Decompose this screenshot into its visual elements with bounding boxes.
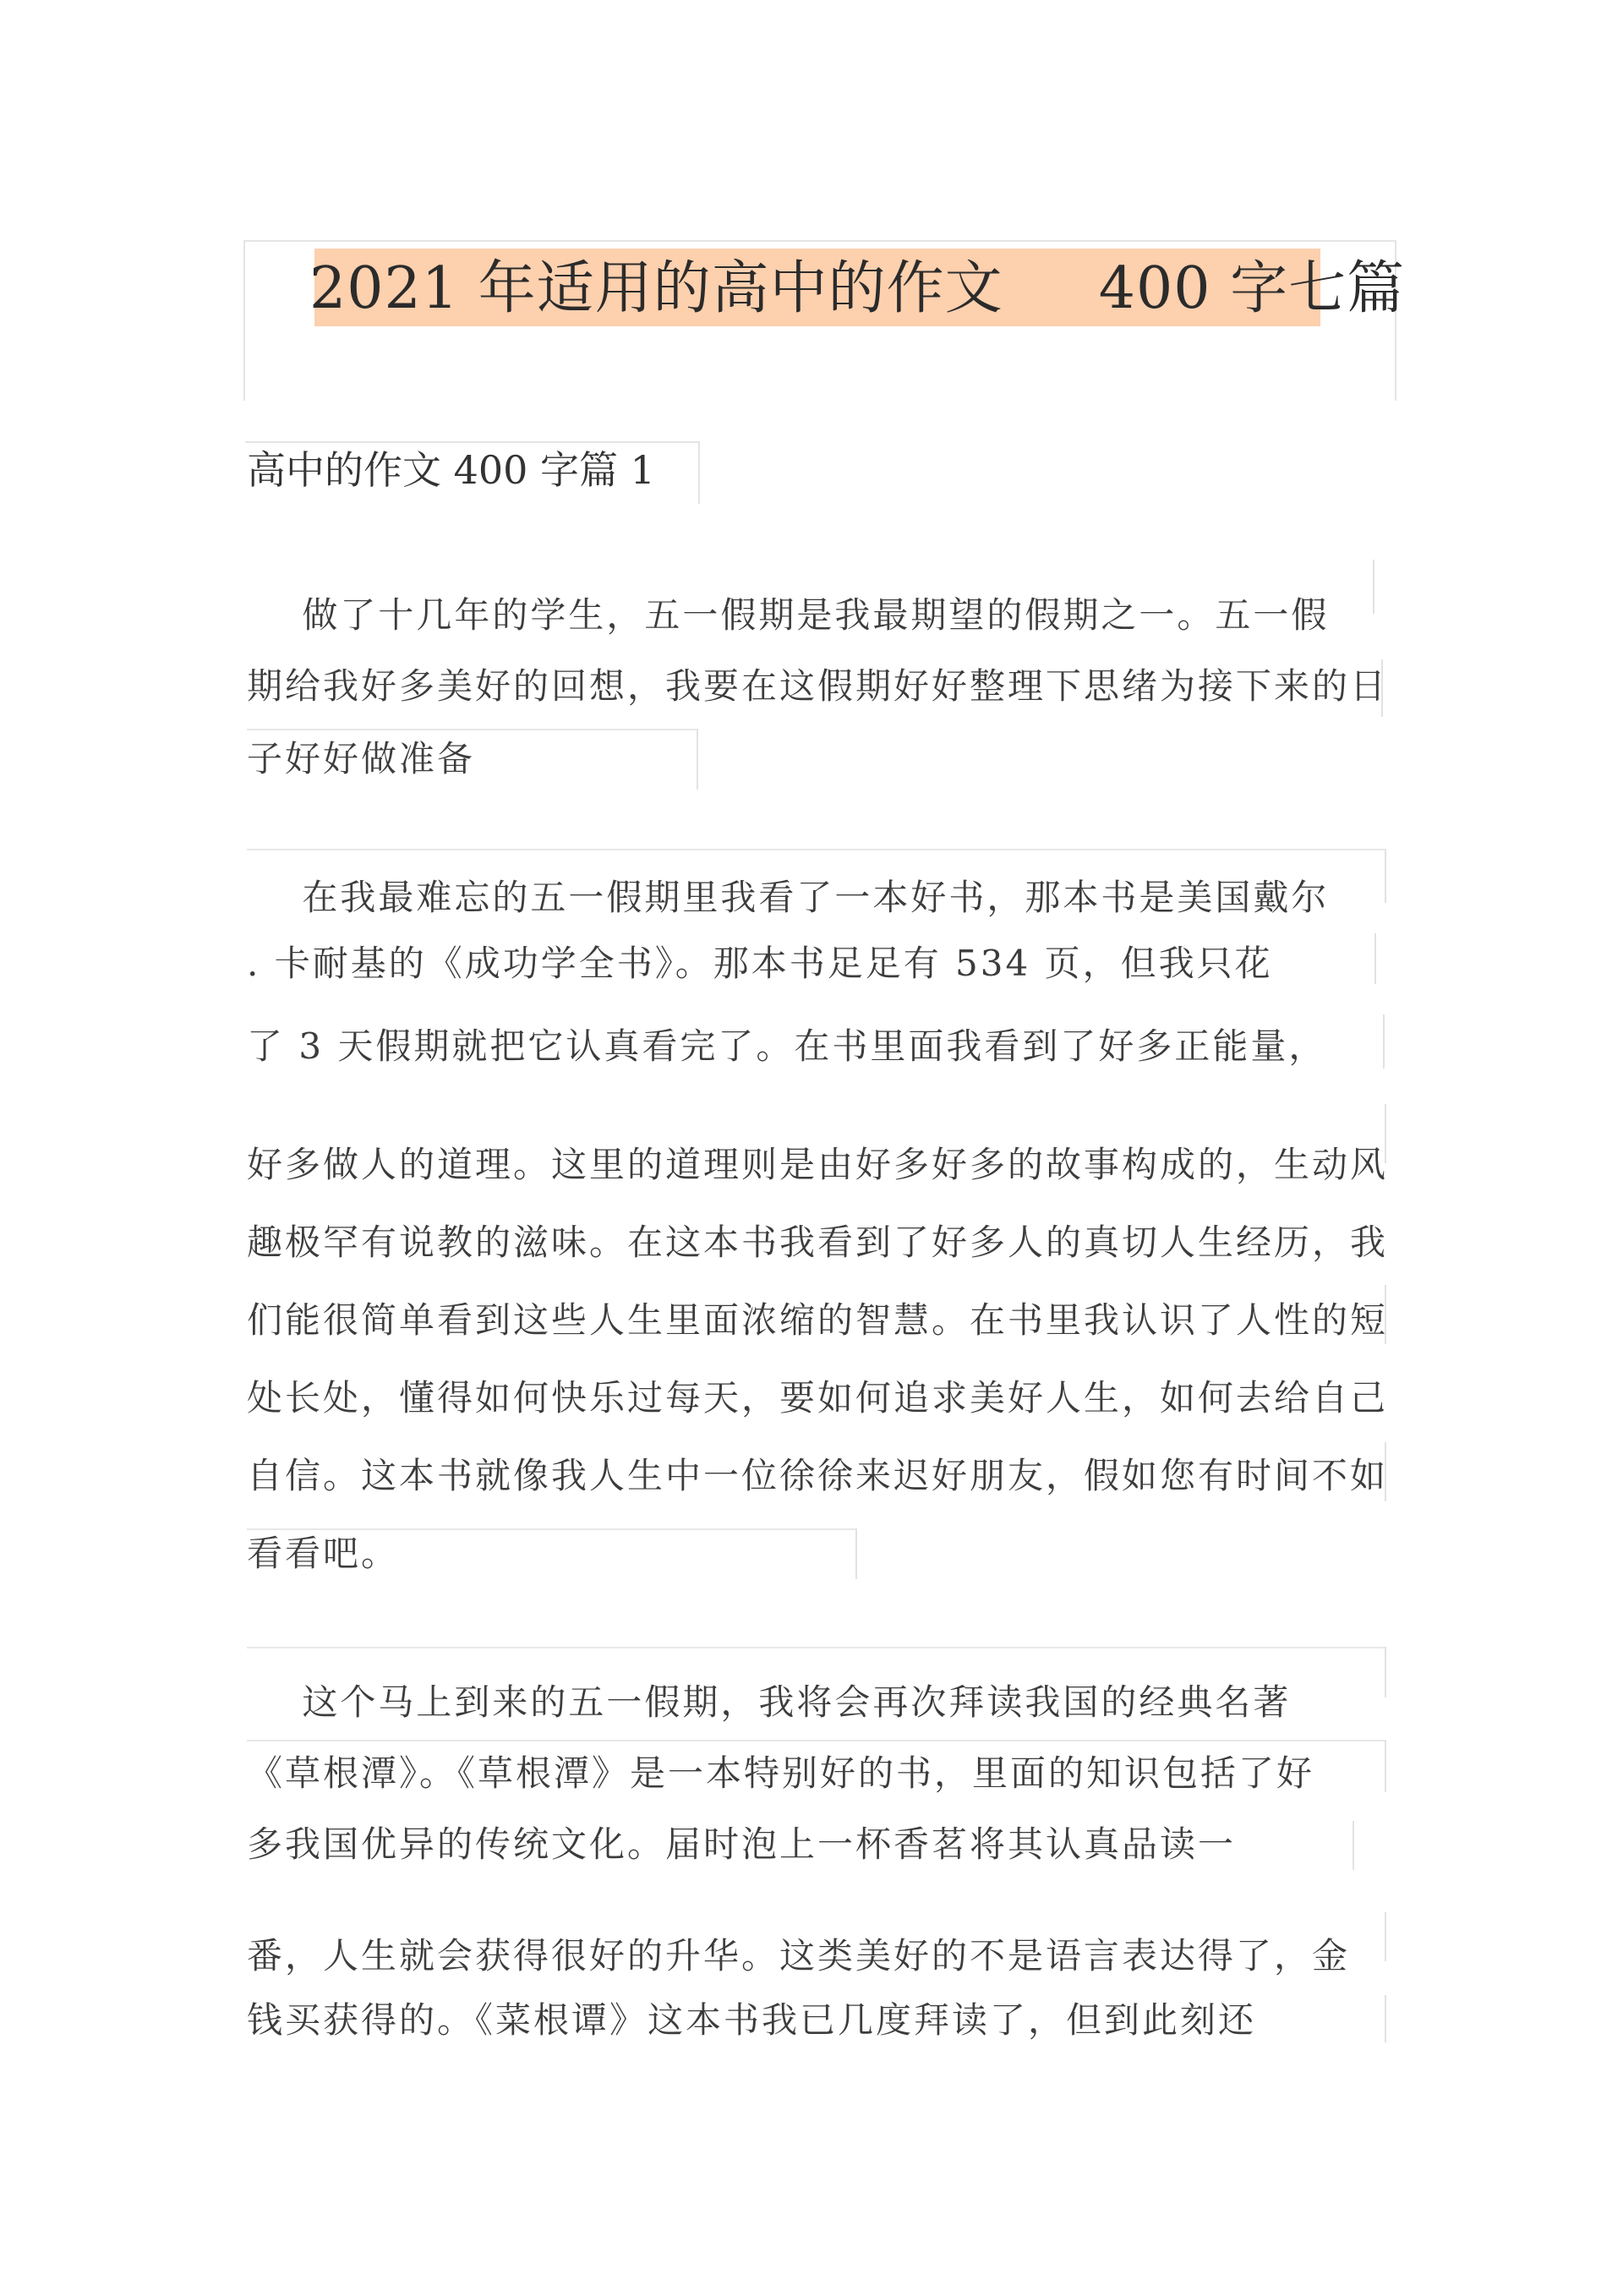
scan-artifact (247, 1647, 1385, 1648)
text-line: 多我国优异的传统文化。届时泡上一杯香茗将其认真品读一 (247, 1823, 1237, 1865)
scan-artifact (1383, 1014, 1385, 1069)
scan-artifact (247, 1740, 1385, 1741)
scan-artifact (855, 1528, 857, 1579)
scan-artifact (1385, 1995, 1386, 2042)
text-line: 了 3 天假期就把它认真看完了。在书里面我看到了好多正能量， (247, 1025, 1327, 1067)
text-line: 《草根潭》。《草根潭》是一本特别好的书，里面的知识包括了好 (247, 1752, 1315, 1794)
scan-artifact (247, 849, 1385, 850)
scan-artifact (1385, 1647, 1386, 1697)
document-title: 2021 年适用的高中的作文 400 字七篇 (309, 255, 1406, 322)
text-line: 番，人生就会获得很好的升华。这类美好的不是语言表达得了，金 (247, 1935, 1351, 1976)
scan-artifact (1385, 1912, 1386, 1961)
text-line: 处长处，懂得如何快乐过每天，要如何追求美好人生，如何去给自己 (247, 1377, 1389, 1419)
text-line: 做了十几年的学生，五一假期是我最期望的假期之一。五一假 (247, 594, 1330, 636)
scan-artifact (1385, 849, 1386, 903)
scan-artifact (1381, 659, 1383, 717)
scan-artifact (1374, 933, 1376, 984)
scan-artifact (697, 729, 698, 790)
text-line: 们能很简单看到这些人生里面浓缩的智慧。在书里我认识了人性的短 (247, 1299, 1389, 1341)
text-line: 好多做人的道理。这里的道理则是由好多好多的故事构成的，生动风 (247, 1144, 1389, 1185)
text-line: 这个马上到来的五一假期，我将会再次拜读我国的经典名著 (247, 1681, 1292, 1723)
scan-artifact (1352, 1821, 1354, 1870)
text-line: 自信。这本书就像我人生中一位徐徐来迟好朋友，假如您有时间不如 (247, 1455, 1389, 1496)
scan-artifact (1385, 1740, 1386, 1792)
text-line: 看看吧。 (247, 1533, 400, 1574)
scan-artifact (247, 1528, 855, 1530)
scan-artifact (247, 729, 697, 730)
section-heading: 高中的作文 400 字篇 1 (247, 447, 655, 493)
text-line: 在我最难忘的五一假期里我看了一本好书，那本书是美国戴尔 (247, 877, 1330, 918)
text-line: 趣极罕有说教的滋味。在这本书我看到了好多人的真切人生经历，我 (247, 1222, 1389, 1263)
scan-artifact (1385, 1104, 1386, 1163)
scan-artifact (1373, 560, 1374, 614)
text-line: 子好好做准备 (247, 738, 476, 779)
text-line: 期给我好多美好的回想，我要在这假期好好整理下思绪为接下来的日 (247, 665, 1389, 707)
scan-artifact (1385, 1442, 1386, 1501)
text-line: 钱买获得的。《菜根谭》这本书我已几度拜读了，但到此刻还 (247, 1999, 1257, 2041)
scan-artifact (1385, 1285, 1386, 1344)
text-line: . 卡耐基的《成功学全书》。那本书足足有 534 页，但我只花 (247, 943, 1273, 984)
